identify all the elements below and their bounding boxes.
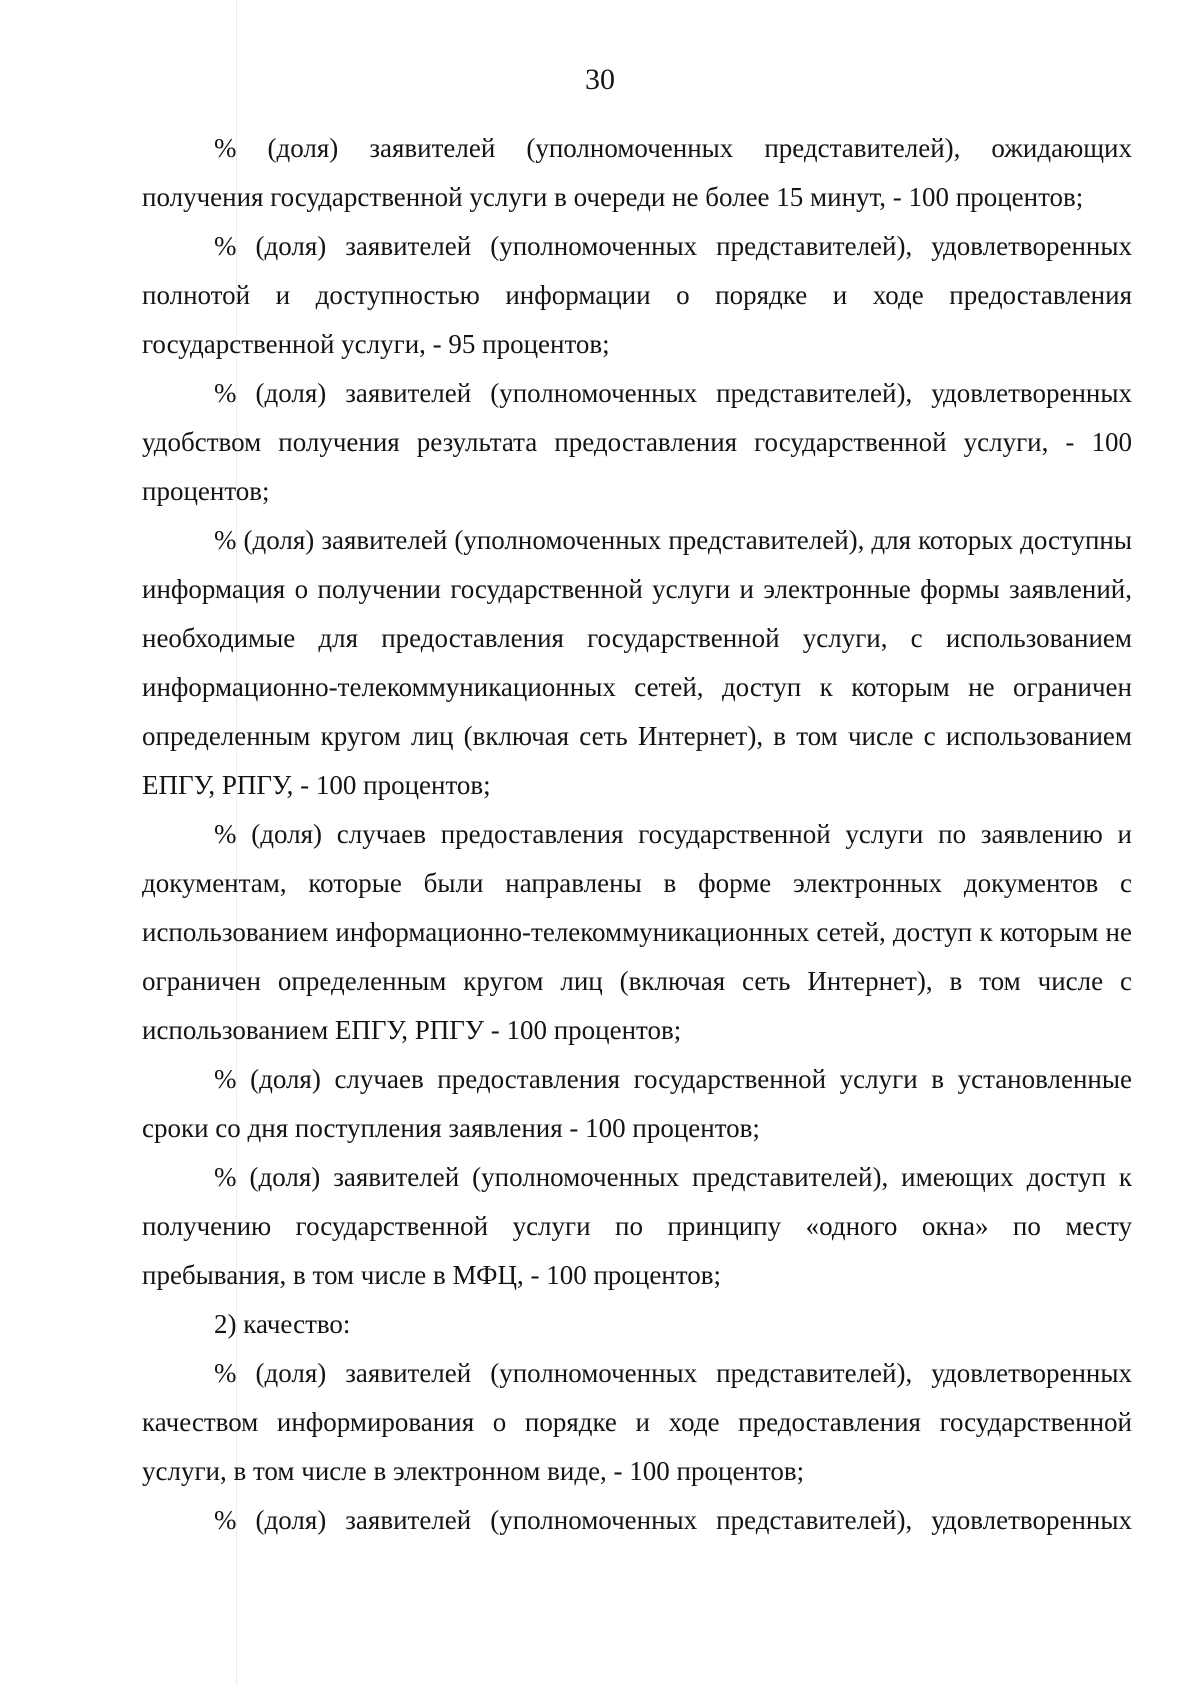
- paragraph-deadlines: % (доля) случаев предоставления государственной услуги в установленные сроки со дня поступления заявления - 100 процентов;: [142, 1064, 1132, 1143]
- paragraph-online-availability: % (доля) заявителей (уполномоченных представителей), для которых доступны информация о получении государственной услуги и электронные формы заявлений, необходимые для предоставления государственной услуги, с использованием информационно-телекоммуникационных сетей, доступ к которым не ограничен определенным кругом лиц (включая сеть Интернет), в том числе с использованием ЕПГУ, РПГУ, - 100 процентов;: [142, 525, 1132, 800]
- paragraph-waiting-time: % (доля) заявителей (уполномоченных представителей), ожидающих получения государственной услуги в очереди не более 15 минут, - 100 процентов;: [142, 133, 1132, 212]
- paragraph-informing-quality: % (доля) заявителей (уполномоченных представителей), удовлетворенных качеством информирования о порядке и ходе предоставления государственной услуги, в том числе в электронном виде, - 100 процентов;: [142, 1358, 1132, 1486]
- paragraph-info-completeness: % (доля) заявителей (уполномоченных представителей), удовлетворенных полнотой и доступностью информации о порядке и ходе предоставления государственной услуги, - 95 процентов;: [142, 231, 1132, 359]
- paragraph-convenience: % (доля) заявителей (уполномоченных представителей), удовлетворенных удобством получения результата предоставления государственной услуги, - 100 процентов;: [142, 378, 1132, 506]
- paragraph-one-window: % (доля) заявителей (уполномоченных представителей), имеющих доступ к получению государственной услуги по принципу «одного окна» по месту пребывания, в том числе в МФЦ, - 100 процентов;: [142, 1162, 1132, 1290]
- page-number: 30: [585, 63, 615, 96]
- paragraph-satisfied-continued: % (доля) заявителей (уполномоченных представителей), удовлетворенных: [214, 1505, 1132, 1535]
- document-body: [142, 124, 1132, 1545]
- section-heading-quality: 2) качество:: [214, 1309, 351, 1339]
- paragraph-electronic-submissions: % (доля) случаев предоставления государственной услуги по заявлению и документам, которые были направлены в форме электронных документов с использованием информационно-телекоммуникационных сетей, доступ к которым не ограничен определенным кругом лиц (включая сеть Интернет), в том числе с использованием ЕПГУ, РПГУ - 100 процентов;: [142, 819, 1132, 1045]
